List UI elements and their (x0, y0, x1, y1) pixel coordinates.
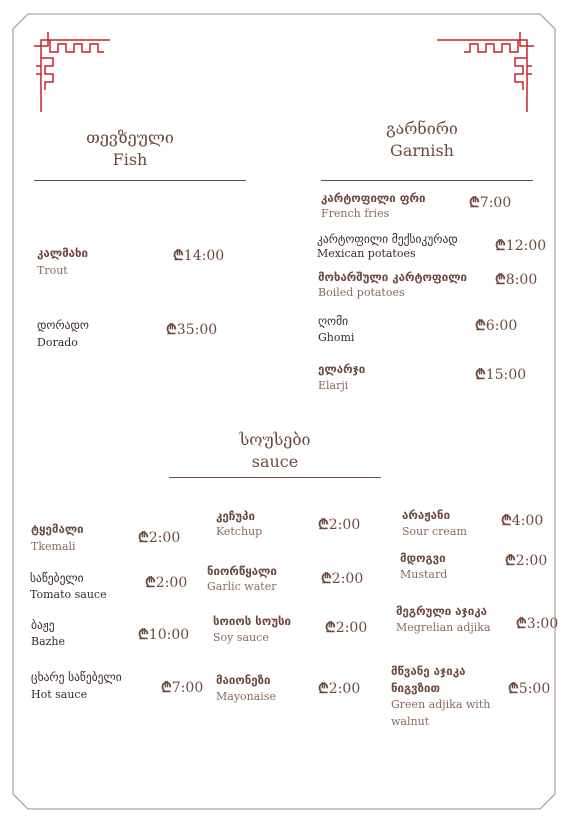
menu-item-subtitle: Garlic water (207, 580, 277, 593)
menu-item-subtitle: French fries (321, 207, 390, 220)
menu-item-name: ცხარე საწებელი (31, 670, 122, 684)
menu-item-name: კარტოფილი მექსიკურად (317, 232, 458, 246)
menu-item-subtitle: Tomato sauce (30, 588, 107, 601)
menu-item-name: ელარჯი (318, 362, 366, 376)
menu-item-subtitle: Hot sauce (31, 688, 88, 701)
menu-item-name: დორადო (37, 318, 89, 332)
menu-item-name: სოიოს სოუსი (213, 614, 292, 628)
menu-item-name: კარტოფილი ფრი (321, 191, 426, 205)
corner-ornament-right (437, 32, 534, 112)
menu-item-subtitle: Ghomi (318, 331, 355, 344)
menu-item-name: მდოგვი (400, 551, 446, 565)
menu-item-price: ₾7:00 (161, 680, 204, 696)
garnish-divider (321, 180, 533, 181)
menu-item-name: მაიონეზი (216, 673, 271, 687)
menu-item-subtitle: Mustard (400, 568, 448, 581)
menu-item-price: ₾10:00 (138, 627, 190, 643)
menu-item-name: მეგრული აჯიკა (396, 604, 487, 618)
menu-item-price: ₾8:00 (495, 272, 538, 288)
menu-item-price: ₾3:00 (516, 616, 559, 632)
menu-item-subtitle-line2: walnut (391, 715, 430, 728)
menu-item-name: კალმახი (37, 246, 89, 260)
menu-item-subtitle: Green adjika with (391, 698, 491, 711)
menu-item-price: ₾5:00 (508, 681, 551, 697)
menu-item-name: მოხარშული კარტოფილი (318, 270, 468, 284)
menu-item-name: ნიორწყალი (207, 564, 277, 578)
menu-item-name: საწებელი (30, 571, 84, 585)
menu-item-price: ₾15:00 (475, 367, 527, 383)
menu-item-name: კეჩუპი (216, 509, 255, 523)
menu-item-price: ₾7:00 (469, 195, 512, 211)
menu-item-name-line2: ნიგვზით (391, 681, 440, 695)
menu-item-subtitle: Trout (37, 264, 68, 277)
menu-item-name: ტყემალი (31, 522, 84, 536)
menu-item-price: ₾2:00 (325, 620, 368, 636)
garnish-title-ka: გარნირი (386, 119, 458, 138)
menu-item-price: ₾14:00 (173, 248, 225, 264)
menu-item-price: ₾6:00 (475, 318, 518, 334)
menu-item-subtitle: Boiled potatoes (318, 286, 405, 299)
menu-item-price: ₾2:00 (318, 517, 361, 533)
menu-item-subtitle: Ketchup (216, 525, 263, 538)
sauce-divider (169, 477, 381, 478)
sauce-title-ka: სოუსები (239, 430, 311, 449)
menu-item-name: ღომი (318, 314, 349, 328)
menu-item-name: მწვანე აჯიკა (391, 664, 466, 678)
garnish-title-en: Garnish (390, 141, 454, 160)
menu-item-subtitle: Megrelian adjika (396, 621, 491, 634)
menu-item-subtitle: Sour cream (402, 525, 467, 538)
fish-title-ka: თევზეული (86, 128, 174, 147)
fish-divider (34, 180, 246, 181)
menu-item-price: ₾35:00 (166, 322, 218, 338)
menu-item-name: არაჟანი (402, 508, 451, 522)
menu-item-price: ₾2:00 (138, 530, 181, 546)
menu-item-name: ბაჟე (31, 618, 55, 632)
menu-item-subtitle: Mexican potatoes (317, 247, 416, 260)
fish-title-en: Fish (112, 150, 148, 169)
menu-item-subtitle: Bazhe (31, 635, 66, 648)
sauce-title-en: sauce (251, 452, 299, 471)
menu-item-price: ₾2:00 (145, 575, 188, 591)
menu-item-subtitle: Elarji (318, 379, 349, 392)
menu-item-price: ₾4:00 (501, 513, 544, 529)
menu-item-subtitle: Soy sauce (213, 631, 269, 644)
menu-item-price: ₾2:00 (318, 681, 361, 697)
menu-item-subtitle: Dorado (37, 336, 78, 349)
menu-item-price: ₾2:00 (321, 571, 364, 587)
menu-item-subtitle: Mayonaise (216, 690, 276, 703)
menu-item-price: ₾12:00 (495, 238, 547, 254)
corner-ornament-left (34, 32, 110, 112)
menu-item-subtitle: Tkemali (31, 540, 76, 553)
menu-item-price: ₾2:00 (505, 553, 548, 569)
